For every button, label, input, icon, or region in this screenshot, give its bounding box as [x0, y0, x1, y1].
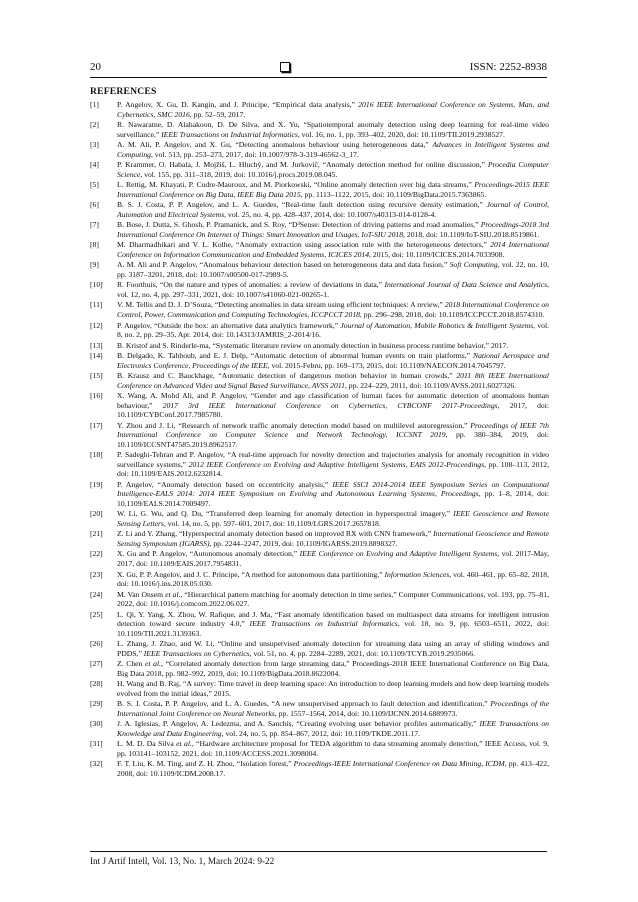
reference-authors: L. Qi, Y. Yang, X. Zhou, W. Rafique, and J. Ma, “Fast anomaly identification based on multiaspect data streams for intelligent intrusion detection toward secure industry 4.0,” — [117, 609, 549, 629]
reference-number: [1] — [90, 100, 99, 109]
reference-authors: X. Wang, A. Mohd Ali, and P. Angelov, “Gender and age classification of human faces for automatic detection of anomalous human behaviour,” — [117, 391, 549, 410]
reference-venue: International Journal of Data Science and Analytics — [384, 280, 548, 290]
reference-item — [90, 509, 549, 528]
reference-details: , vol. 513, pp. 253–273, 2017, doi: 10.1007/978-3-319-46562-3_17. — [150, 149, 359, 159]
reference-item — [90, 300, 549, 319]
reference-venue: et al. — [165, 589, 181, 599]
reference-authors: H. Wang and B. Raj, “A survey: Time travel in deep learning space: An introduction to deep learning models and how deep learning models evolved from the initial ideas,” 2015. — [117, 679, 549, 698]
reference-authors: F. T. Liu, K. M. Ting, and Z. H. Zhou, “Isolation forest,” — [117, 759, 294, 769]
reference-details: , vol. 14, no. 5, pp. 597–601, 2017, doi: 10.1109/LGRS.2017.2657818. — [163, 518, 381, 528]
reference-authors: B. S. J. Costa, P. P. Angelov, and L. A. Guedes, “A new unsupervised approach to fault detection and identification,” — [117, 699, 491, 709]
reference-item — [90, 100, 549, 119]
reference-item — [90, 450, 549, 479]
reference-authors: J. A. Iglesias, P. Angelov, A. Ledezma, and A. Sanchis, “Creating evolving user behavior profiles automatically,” — [117, 719, 480, 729]
reference-details: , vol. 12, no. 4, pp. 297–331, 2021, doi: 10.1007/s41060-021-00265-1. — [117, 280, 549, 299]
reference-number: [32] — [90, 759, 103, 769]
reference-number: [19] — [90, 479, 103, 489]
reference-venue: 2017 3rd IEEE International Conference on Cybernetics, CYBCONF 2017-Proceedings — [162, 400, 498, 410]
reference-details: , vol. 2017-May, 2017, doi: 10.1109/EAIS.2017.7954831. — [117, 549, 549, 568]
reference-authors: Z. Li and Y. Zhang, “Hyperspectral anomaly detection based on improved RX with CNN framework,” — [117, 529, 434, 539]
reference-number: [7] — [90, 220, 99, 230]
reference-authors: B. S. J. Costa, P. P. Angelov, and L. A. Guedes, “Real-time fault detection using recursive density estimation,” — [117, 200, 487, 210]
reference-details: , vol. 460–461, pp. 65–82, 2018, doi: 10.1016/j.ins.2018.05.030. — [117, 569, 550, 589]
reference-venue: Proceedings of the International Joint Conference on Neural Networks — [117, 699, 549, 718]
reference-authors: M. Dharmadhikari and V. L. Kolhe, “Anomaly extraction using association rule with the heterogeneous detectors,” — [117, 240, 491, 250]
reference-number: [26] — [90, 639, 103, 649]
reference-authors: L. Zhang, J. Zhao, and W. Li, “Online and unsupervised anomaly detection for streaming data using an array of sliding windows and PDDS,” — [117, 639, 549, 658]
reference-number: [20] — [90, 509, 103, 519]
reference-details: , pp. 296–298, 2018, doi: 10.1109/ICCPCCT.2018.8574310. — [359, 309, 545, 319]
issn-label: ISSN: 2252-8938 — [469, 61, 547, 73]
reference-item — [90, 351, 549, 370]
running-header — [90, 59, 547, 75]
reference-authors: P. Angelov, X. Gu, D. Kangin, and J. Principe, “Empirical data analysis,” — [117, 100, 359, 109]
reference-item — [90, 260, 549, 279]
reference-authors: Z. Chen — [117, 659, 145, 669]
reference-details: , vol. 18, no. 9, pp. 6503–6511, 2022, doi: 10.1109/TII.2021.3139363. — [117, 619, 549, 638]
reference-number: [27] — [90, 659, 103, 669]
reference-venue: IEEE SSCI 2014-2014 IEEE Symposium Series on Computational Intelligence-EALS 2014: 2014 IEEE Symposium on Evolving and Autonomous Learning Systems, Proceedings — [117, 479, 549, 499]
reference-item — [90, 120, 549, 139]
reference-authors: B. Krausz and C. Bauckhage, “Automatic detection of dangerous motion behavior in human crowds,” — [117, 371, 457, 381]
reference-details: , vol. 16, no. 1, pp. 393–402, 2020, doi: 10.1109/TII.2019.2938527. — [297, 129, 505, 139]
reference-venue: IEEE Geoscience and Remote Sensing Letters — [117, 509, 550, 528]
reference-details: , pp. 413–422, 2008, doi: 10.1109/ICDM.2008.17. — [117, 759, 549, 778]
reference-authors: B. Bose, J. Dutta, S. Ghosh, P. Pramanick, and S. Roy, “D³Sense: Detection of driving patterns and road anomalies,” — [117, 220, 481, 230]
reference-number: [29] — [90, 699, 103, 709]
reference-details: , 2015, doi: 10.1109/ICICES.2014.7033908. — [369, 249, 505, 259]
reference-authors: P. Angelov, “Anomaly detection based on eccentricity analysis,” — [117, 479, 333, 489]
reference-details: , vol. 2015-Febru, pp. 169–173, 2015, doi: 10.1109/NAECON.2014.7045797. — [267, 360, 506, 370]
reference-item — [90, 610, 549, 639]
reference-details: , vol. 22, no. 10, pp. 3187–3201, 2018, doi: 10.1007/s00500-017-2989-5. — [117, 260, 549, 279]
reference-number: [14] — [90, 351, 103, 361]
reference-authors: L. M. D. Da Silva — [117, 739, 177, 749]
reference-venue: Advances in Intelligent Systems and Computing — [117, 140, 549, 159]
reference-item — [90, 480, 549, 509]
reference-details: , pp. 1–8, 2014, doi: 10.1109/EALS.2014.7009497. — [117, 489, 549, 508]
reference-venue: Journal of Control, Automation and Electrical Systems — [117, 200, 549, 219]
reference-venue: Journal of Automation, Mobile Robotics & Intelligent Systems — [340, 320, 534, 330]
reference-authors: W. Li, G. Wu, and Q. Du, “Transferred deep learning for anomaly detection in hyperspectral imagery,” — [117, 509, 454, 519]
reference-number: [18] — [90, 450, 103, 460]
reference-number: [15] — [90, 371, 103, 381]
reference-details: , pp. 380–384, 2019, doi: 10.1109/ICCSNT47585.2019.8962517. — [117, 430, 549, 449]
reference-number: [30] — [90, 719, 103, 729]
reference-venue: International Geoscience and Remote Sensing Symposium (IGARSS) — [117, 529, 549, 548]
reference-item — [90, 200, 549, 219]
reference-details: , vol. 24, no. 5, pp. 854–867, 2012, doi: 10.1109/TKDE.2011.17. — [221, 728, 420, 738]
reference-item — [90, 421, 549, 450]
reference-number: [23] — [90, 569, 103, 579]
reference-item — [90, 659, 549, 678]
reference-item — [90, 699, 549, 718]
reference-venue: et al. — [176, 739, 192, 749]
reference-number: [22] — [90, 549, 103, 559]
reference-venue: Information Sciences — [384, 569, 450, 579]
reference-venue: Procedia Computer Science — [117, 160, 549, 179]
reference-authors: P. Angelov, “Outside the box: an alternative data analytics framework,” — [117, 320, 341, 330]
reference-venue: Proceedings-IEEE International Conference on Data Mining, ICDM — [293, 759, 505, 769]
reference-item — [90, 639, 549, 658]
reference-details: , pp. 1113–1122, 2015, doi: 10.1109/BigData.2015.7363865. — [300, 189, 487, 199]
reference-number: [25] — [90, 609, 103, 619]
reference-item — [90, 570, 549, 589]
reference-details: , pp. 224–229, 2011, doi: 10.1109/AVSS.2011.6027326. — [344, 380, 517, 390]
reference-number: [3] — [90, 140, 99, 150]
reference-item — [90, 549, 549, 568]
reference-details: , vol. 51, no. 4, pp. 2284–2289, 2021, doi: 10.1109/TCYB.2019.2935066. — [249, 648, 475, 658]
reference-item — [90, 341, 549, 351]
reference-item — [90, 391, 549, 420]
reference-details: , vol. 8, no. 2, pp. 29–35, Apr. 2014, doi: 10.14313/JAMRIS_2-2014/16. — [117, 320, 549, 340]
reference-authors: P. Sadeghi-Tehran and P. Angelov, “A real-time approach for novelty detection and trajectories analysis for anomaly recognition in video surveillance systems,” — [117, 450, 549, 469]
reference-number: [13] — [90, 340, 103, 350]
reference-number: [12] — [90, 320, 103, 330]
reference-venue: Proceedings-2018 3rd International Conference On Internet of Things: Smart Innovation and Usages, IoT-SIU 2018 — [117, 220, 549, 239]
reference-number: [5] — [90, 180, 99, 190]
reference-venue: IEEE Conference on Evolving and Adaptive Intelligent Systems — [299, 549, 498, 559]
reference-venue: Proceedings of IEEE 7th International Conference on Computer Science and Network Technology, ICCSNT 2019 — [117, 420, 549, 440]
reference-details: , pp. 108–113, 2012, doi: 10.1109/EAIS.2012.6232814. — [117, 459, 549, 479]
reference-number: [16] — [90, 391, 103, 401]
reference-venue: IEEE Transactions on Cybernetics — [143, 648, 250, 658]
reference-number: [9] — [90, 260, 99, 270]
reference-venue: IEEE Transactions on Knowledge and Data Engineering — [117, 719, 550, 738]
reference-details: , 2018, doi: 10.1109/IoT-SIU.2018.8519861. — [403, 229, 540, 239]
box-icon — [280, 62, 290, 72]
reference-venue: 2016 IEEE International Conference on Systems, Man, and Cybernetics, SMC 2016 — [117, 100, 549, 119]
reference-details: , pp. 2244–2247, 2019, doi: 10.1109/IGARSS.2019.8898327. — [209, 538, 398, 548]
header-ornament — [280, 62, 290, 72]
reference-item — [90, 220, 549, 239]
reference-authors: R. Foorthuis, “On the nature and types of anomalies: a review of deviations in data,” — [117, 280, 385, 290]
reference-details: , pp. 1557–1564, 2014, doi: 10.1109/IJCNN.2014.6889973. — [274, 708, 458, 718]
reference-details: , “Hierarchical pattern matching for anomaly detection in time series,” Computer Communications, vol. 193, pp. 75–81, 2022, doi: 10.1016/j.comcom.2022.06.027. — [117, 589, 549, 609]
reference-item — [90, 529, 549, 548]
reference-number: [8] — [90, 240, 99, 250]
reference-authors: L. Rettig, M. Khayati, P. Cudre-Mauroux, and M. Piorkowski, “Online anomaly detection over big data streams,” — [117, 180, 475, 190]
journal-footer: Int J Artif Intell, Vol. 13, No. 1, March 2024: 9-22 — [90, 856, 275, 866]
reference-authors: M. Van Onsem — [117, 589, 166, 599]
reference-number: [6] — [90, 200, 99, 210]
reference-number: [17] — [90, 420, 103, 430]
reference-item — [90, 739, 549, 758]
reference-number: [28] — [90, 679, 103, 689]
reference-details: , pp. 52–59, 2017. — [189, 109, 246, 119]
reference-item — [90, 371, 549, 390]
reference-item — [90, 719, 549, 738]
reference-number: [21] — [90, 529, 103, 539]
reference-item — [90, 160, 549, 179]
reference-venue: National Aerospace and Electronics Conference, Proceedings of the IEEE — [117, 351, 549, 370]
reference-item — [90, 759, 549, 778]
reference-item — [90, 180, 549, 199]
reference-authors: A. M. Ali and P. Angelov, “Anomalous behaviour detection based on heterogeneous data and data fusion,” — [117, 260, 450, 270]
reference-number: [24] — [90, 589, 103, 599]
reference-venue: et al. — [145, 659, 162, 669]
reference-number: [11] — [90, 300, 103, 310]
footer-rule — [90, 851, 547, 852]
reference-details: , vol. 155, pp. 311–318, 2019, doi: 10.1016/j.procs.2019.08.045. — [140, 169, 338, 179]
reference-details: , 2017, doi: 10.1109/CYBConf.2017.7985780. — [117, 400, 549, 420]
reference-authors: R. Nawaratne, D. Alahakoon, D. De Silva, and X. Yu, “Spatiotemporal anomaly detection using deep learning for real-time video surveillance,” — [117, 120, 549, 139]
reference-item — [90, 321, 549, 340]
reference-item — [90, 280, 549, 299]
reference-venue: 2012 IEEE Conference on Evolving and Adaptive Intelligent Systems, EAIS 2012-Proceedings — [188, 459, 485, 469]
reference-list — [90, 100, 549, 780]
reference-authors: V. M. Tellis and D. J. D’Souza, “Detecting anomalies in data stream using efficient techniques: A review,” — [117, 300, 445, 310]
reference-venue: IEEE Transactions on Industrial Informatics — [161, 129, 298, 139]
reference-venue: 2014 International Conference on Information Communication and Embedded Systems, ICICES 2014 — [117, 240, 549, 259]
reference-venue: IEEE Transactions on Industrial Informatics — [249, 619, 398, 629]
reference-authors: P. Krammer, O. Habala, J. Mojžiš, L. Hluchý, and M. Jurkovič, “Anomaly detection method for online discussion,” — [117, 160, 488, 170]
reference-details: , “Correlated anomaly detection from large streaming data,” Proceedings-2018 IEEE International Conference on Big Data, Big Data 2018, pp. 982–992, 2019, doi: 10.1109/BigData.2018.8622004. — [117, 659, 550, 678]
header-rule — [90, 77, 547, 78]
reference-authors: X. Gu, P. P. Angelov, and J. C. Príncipe, “A method for autonomous data partitioning,” — [117, 569, 385, 579]
reference-details: , “Hardware architecture proposal for TEDA algorithm to data streaming anomaly detection,” IEEE Access, vol. 9, pp. 103141–103152, 2021, doi: 10.1109/ACCESS.2021.3098004. — [117, 739, 549, 758]
reference-authors: X. Gu and P. Angelov, “Autonomous anomaly detection,” — [117, 549, 300, 559]
reference-venue: 2011 8th IEEE International Conference on Advanced Video and Signal Based Surveillance, AVSS 2011 — [117, 371, 550, 390]
reference-number: [10] — [90, 280, 103, 290]
reference-number: [4] — [90, 160, 99, 170]
reference-item — [90, 590, 549, 609]
reference-venue: Proceedings-2015 IEEE International Conference on Big Data, IEEE Big Data 2015 — [117, 180, 549, 199]
reference-item — [90, 140, 549, 159]
reference-item — [90, 679, 549, 698]
section-title: REFERENCES — [90, 86, 157, 97]
reference-authors: Y. Zhou and J. Li, “Research of network traffic anomaly detection model based on multilevel autoregression,” — [117, 420, 471, 430]
reference-item — [90, 240, 549, 259]
reference-authors: A. M. Ali, P. Angelov, and X. Gu, “Detecting anomalous behaviour using heterogeneous data,” — [117, 140, 433, 150]
reference-authors: B. Kristof and S. Rinderle-ma, “Systematic literature review on anomaly detection in business process runtime behavior,” 2017. — [117, 340, 509, 350]
page-number: 20 — [90, 61, 101, 73]
reference-authors: B. Delgado, K. Tahboub, and E. J. Delp, “Automatic detection of abnormal human events on train platforms,” — [117, 351, 473, 361]
reference-details: , vol. 25, no. 4, pp. 428–437, 2014, doi: 10.1007/s40313-014-0128-4. — [224, 209, 437, 219]
reference-number: [31] — [90, 739, 103, 749]
reference-number: [2] — [90, 120, 99, 130]
reference-venue: 2018 International Conference on Control, Power, Communication and Computing Technologies, ICCPCCT 2018 — [117, 300, 549, 319]
reference-venue: Soft Computing — [449, 260, 498, 270]
